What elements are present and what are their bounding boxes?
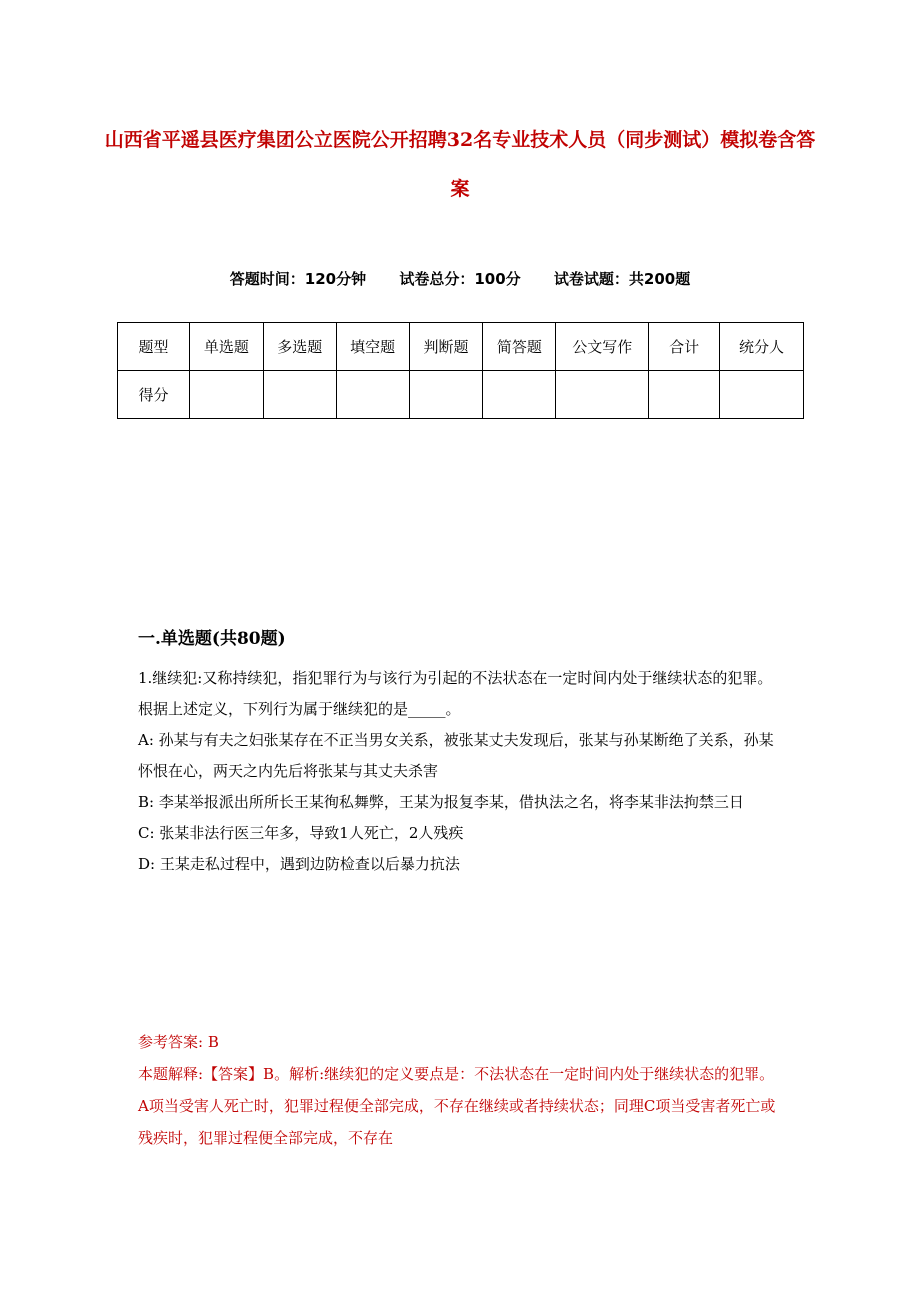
score-table-header: 单选题 <box>189 323 263 371</box>
score-table-header: 公文写作 <box>556 323 649 371</box>
answer-block <box>138 1026 783 1154</box>
score-cell <box>189 371 263 419</box>
score-table-header: 题型 <box>118 323 190 371</box>
option-b: B: 李某举报派出所所长王某徇私舞弊，王某为报复李某，借执法之名，将李某非法拘禁三日 <box>138 793 744 811</box>
score-table-header: 判断题 <box>409 323 483 371</box>
option-a: A: 孙某与有夫之妇张某存在不正当男女关系，被张某丈夫发现后，张某与孙某断绝了关系，孙某怀恨在心，两天之内先后将张某与其丈夫杀害 <box>138 731 774 780</box>
exam-time: 答题时间：120分钟 <box>229 270 367 288</box>
score-cell <box>556 371 649 419</box>
score-table-header: 填空题 <box>336 323 409 371</box>
score-row-label: 得分 <box>118 371 190 419</box>
score-table-header: 统分人 <box>720 323 804 371</box>
question-stem: 1.继续犯:又称持续犯，指犯罪行为与该行为引起的不法状态在一定时间内处于继续状态的犯罪。 <box>138 669 773 687</box>
score-cell <box>649 371 720 419</box>
option-d: D: 王某走私过程中，遇到边防检查以后暴力抗法 <box>138 855 460 873</box>
section-heading: 一.单选题(共80题) <box>138 629 286 649</box>
score-cell <box>336 371 409 419</box>
question-block <box>138 663 783 880</box>
reference-answer: 参考答案: B <box>138 1033 219 1051</box>
score-cell <box>263 371 336 419</box>
exam-question-count: 试卷试题：共200题 <box>553 270 691 288</box>
exam-total-score: 试卷总分：100分 <box>399 270 521 288</box>
score-table-header: 多选题 <box>263 323 336 371</box>
score-cell <box>720 371 804 419</box>
answer-explanation: 本题解释:【答案】B。解析:继续犯的定义要点是：不法状态在一定时间内处于继续状态的犯罪。A项当受害人死亡时，犯罪过程便全部完成，不存在继续或者持续状态；同理C项当受害者死亡或残疾时，犯罪过程便全部完成，不存在 <box>138 1065 776 1147</box>
score-cell <box>483 371 556 419</box>
question-prompt: 根据上述定义，下列行为属于继续犯的是_____。 <box>138 700 461 718</box>
score-table-header: 简答题 <box>483 323 556 371</box>
score-table <box>117 322 804 419</box>
score-table-row <box>118 371 804 419</box>
score-table-header: 合计 <box>649 323 720 371</box>
score-cell <box>409 371 483 419</box>
document-title: 山西省平遥县医疗集团公立医院公开招聘32名专业技术人员（同步测试）模拟卷含答案 <box>104 129 816 200</box>
option-c: C: 张某非法行医三年多，导致1人死亡，2人残疾 <box>138 824 464 842</box>
exam-meta <box>100 268 820 289</box>
score-table-header-row <box>118 323 804 371</box>
